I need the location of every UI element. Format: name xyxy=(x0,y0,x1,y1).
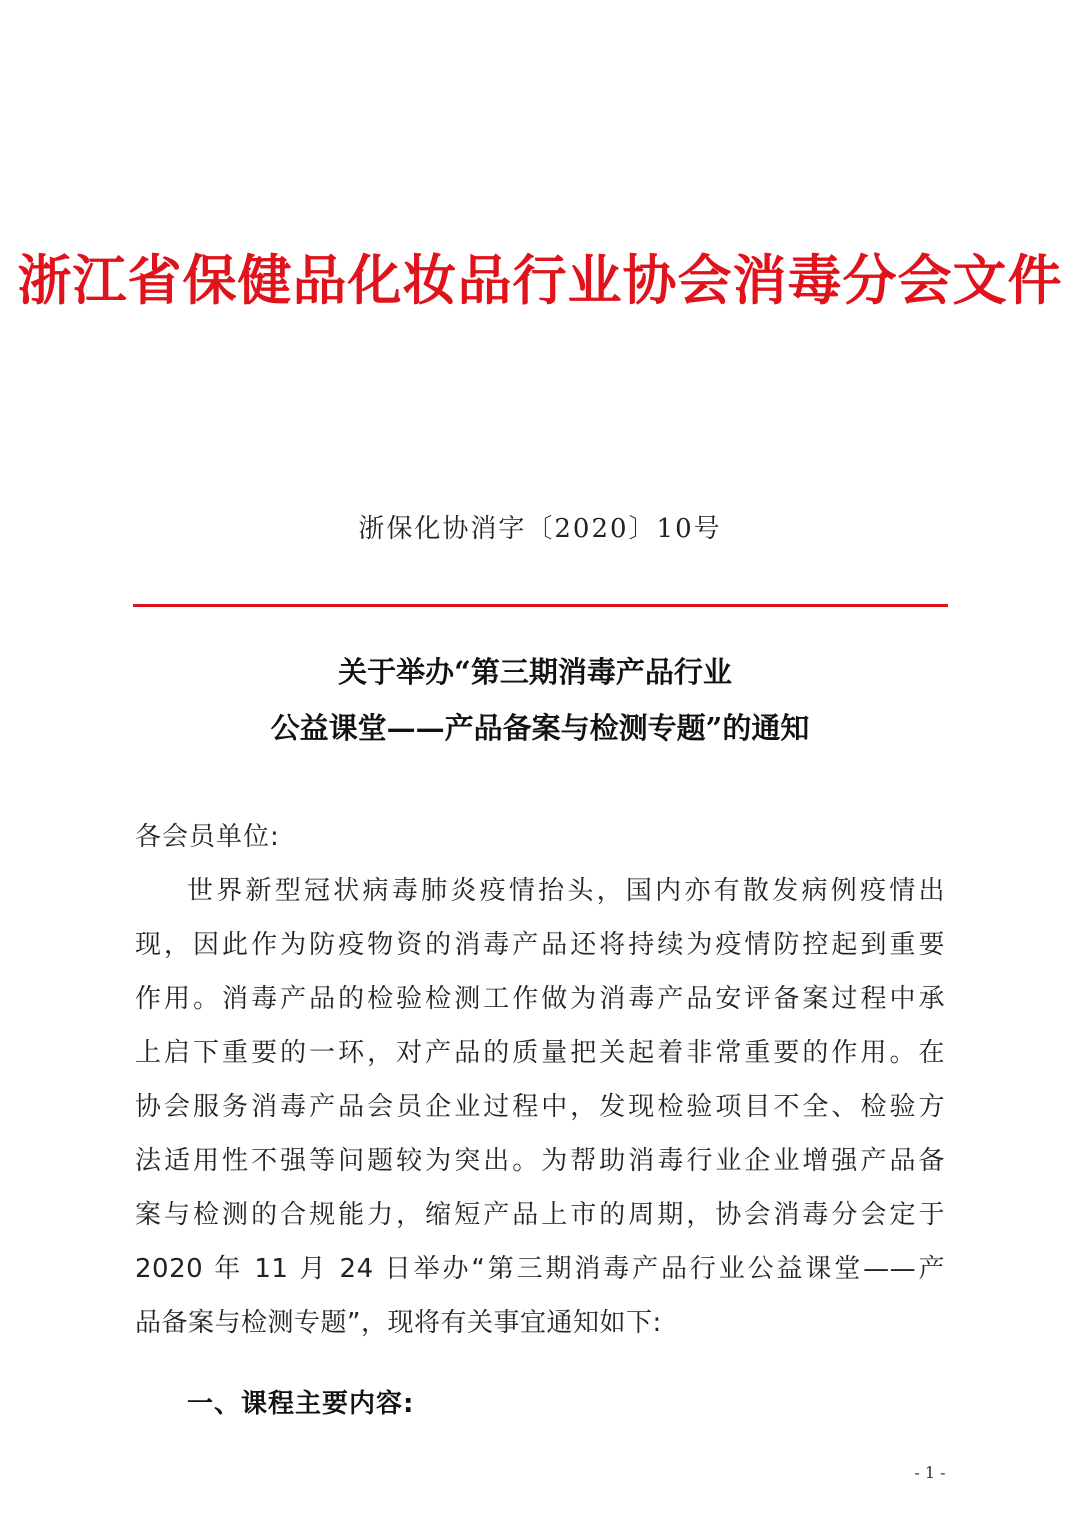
masthead-title: 浙江省保健品化妆品行业协会消毒分会文件 xyxy=(17,248,1063,312)
body-line: 现，因此作为防疫物资的消毒产品还将持续为疫情防控起到重要 xyxy=(135,930,945,960)
salutation: 各会员单位: xyxy=(135,822,280,852)
body-line: 上启下重要的一环，对产品的质量把关起着非常重要的作用。在 xyxy=(135,1038,945,1068)
body-line: 品备案与检测专题”，现将有关事宜通知如下: xyxy=(135,1308,662,1338)
page-number: - 1 - xyxy=(914,1463,946,1482)
body-line: 法适用性不强等问题较为突出。为帮助消毒行业企业增强产品备 xyxy=(135,1146,945,1176)
body-line: 世界新型冠状病毒肺炎疫情抬头，国内亦有散发病例疫情出 xyxy=(187,876,945,906)
notice-title-line-1: 关于举办“第三期消毒产品行业 xyxy=(338,655,732,689)
body-line: 协会服务消毒产品会员企业过程中，发现检验项目不全、检验方 xyxy=(135,1092,945,1122)
document-number: 浙保化协消字〔2020〕10号 xyxy=(358,514,722,544)
body-line: 2020 年 11 月 24 日举办“第三期消毒产品行业公益课堂——产 xyxy=(135,1254,945,1284)
body-line: 作用。消毒产品的检验检测工作做为消毒产品安评备案过程中承 xyxy=(135,984,945,1014)
red-divider-rule xyxy=(133,604,948,607)
section-heading: 一、课程主要内容: xyxy=(187,1389,415,1419)
body-line: 案与检测的合规能力，缩短产品上市的周期，协会消毒分会定于 xyxy=(135,1200,945,1230)
notice-title-line-2: 公益课堂——产品备案与检测专题”的通知 xyxy=(270,711,810,745)
